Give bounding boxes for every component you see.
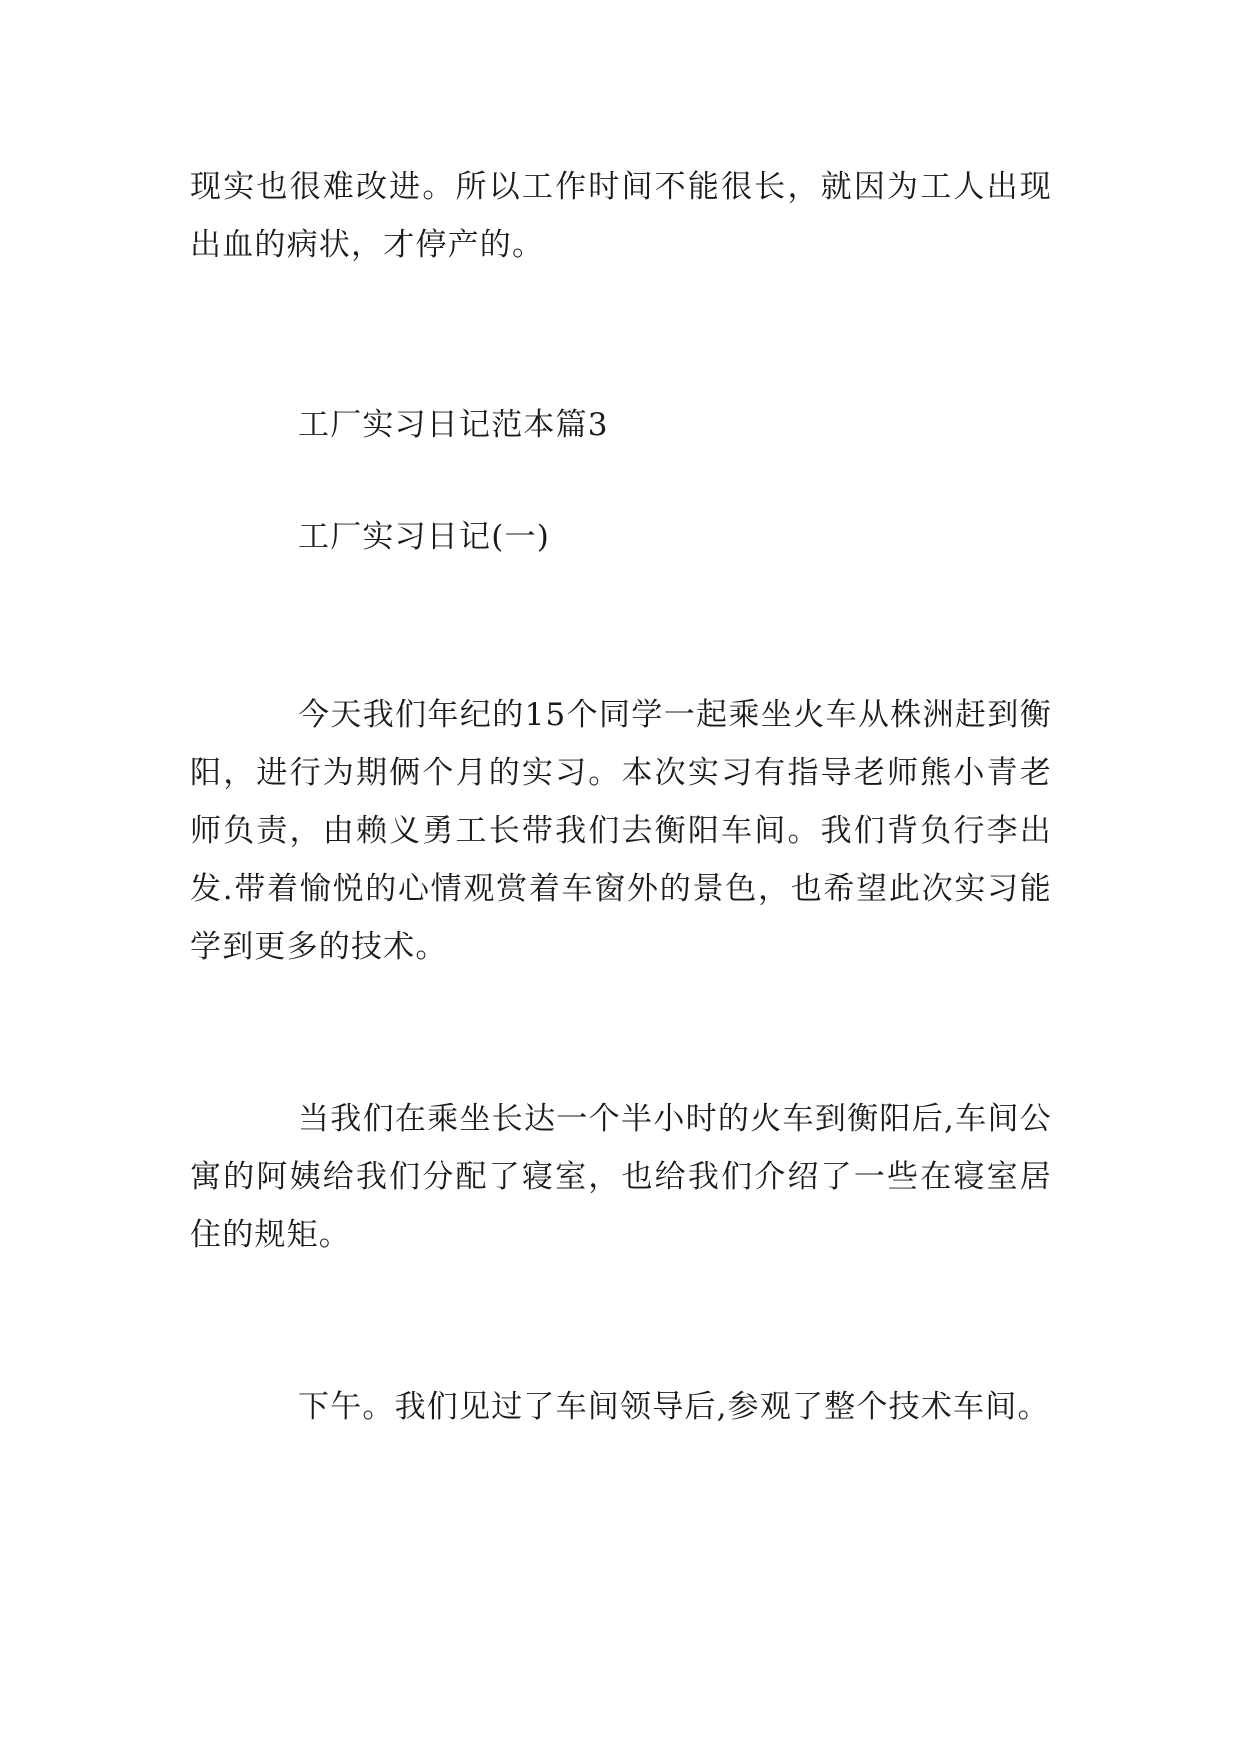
subsection-title: 工厂实习日记(一) bbox=[298, 519, 550, 555]
paragraph-2: 当我们在乘坐长达一个半小时的火车到衡阳后,车间公寓的阿姨给我们分配了寝室，也给我们介绍了一些在寝室居住的规矩。 bbox=[190, 1101, 1052, 1253]
section-title: 工厂实习日记范本篇3 bbox=[298, 407, 609, 443]
paragraph-continued: 现实也很难改进。所以工作时间不能很长，就因为工人出现出血的病状，才停产的。 bbox=[190, 169, 1052, 263]
paragraph-1: 今天我们年纪的15个同学一起乘坐火车从株洲赶到衡阳，进行为期俩个月的实习。本次实习有指导老师熊小青老师负责，由赖义勇工长带我们去衡阳车间。我们背负行李出发.带着愉悦的心情观赏着车窗外的景色，也希望此次实习能学到更多的技术。 bbox=[190, 697, 1052, 965]
paragraph-3: 下午。我们见过了车间领导后,参观了整个技术车间。 bbox=[298, 1389, 1050, 1425]
